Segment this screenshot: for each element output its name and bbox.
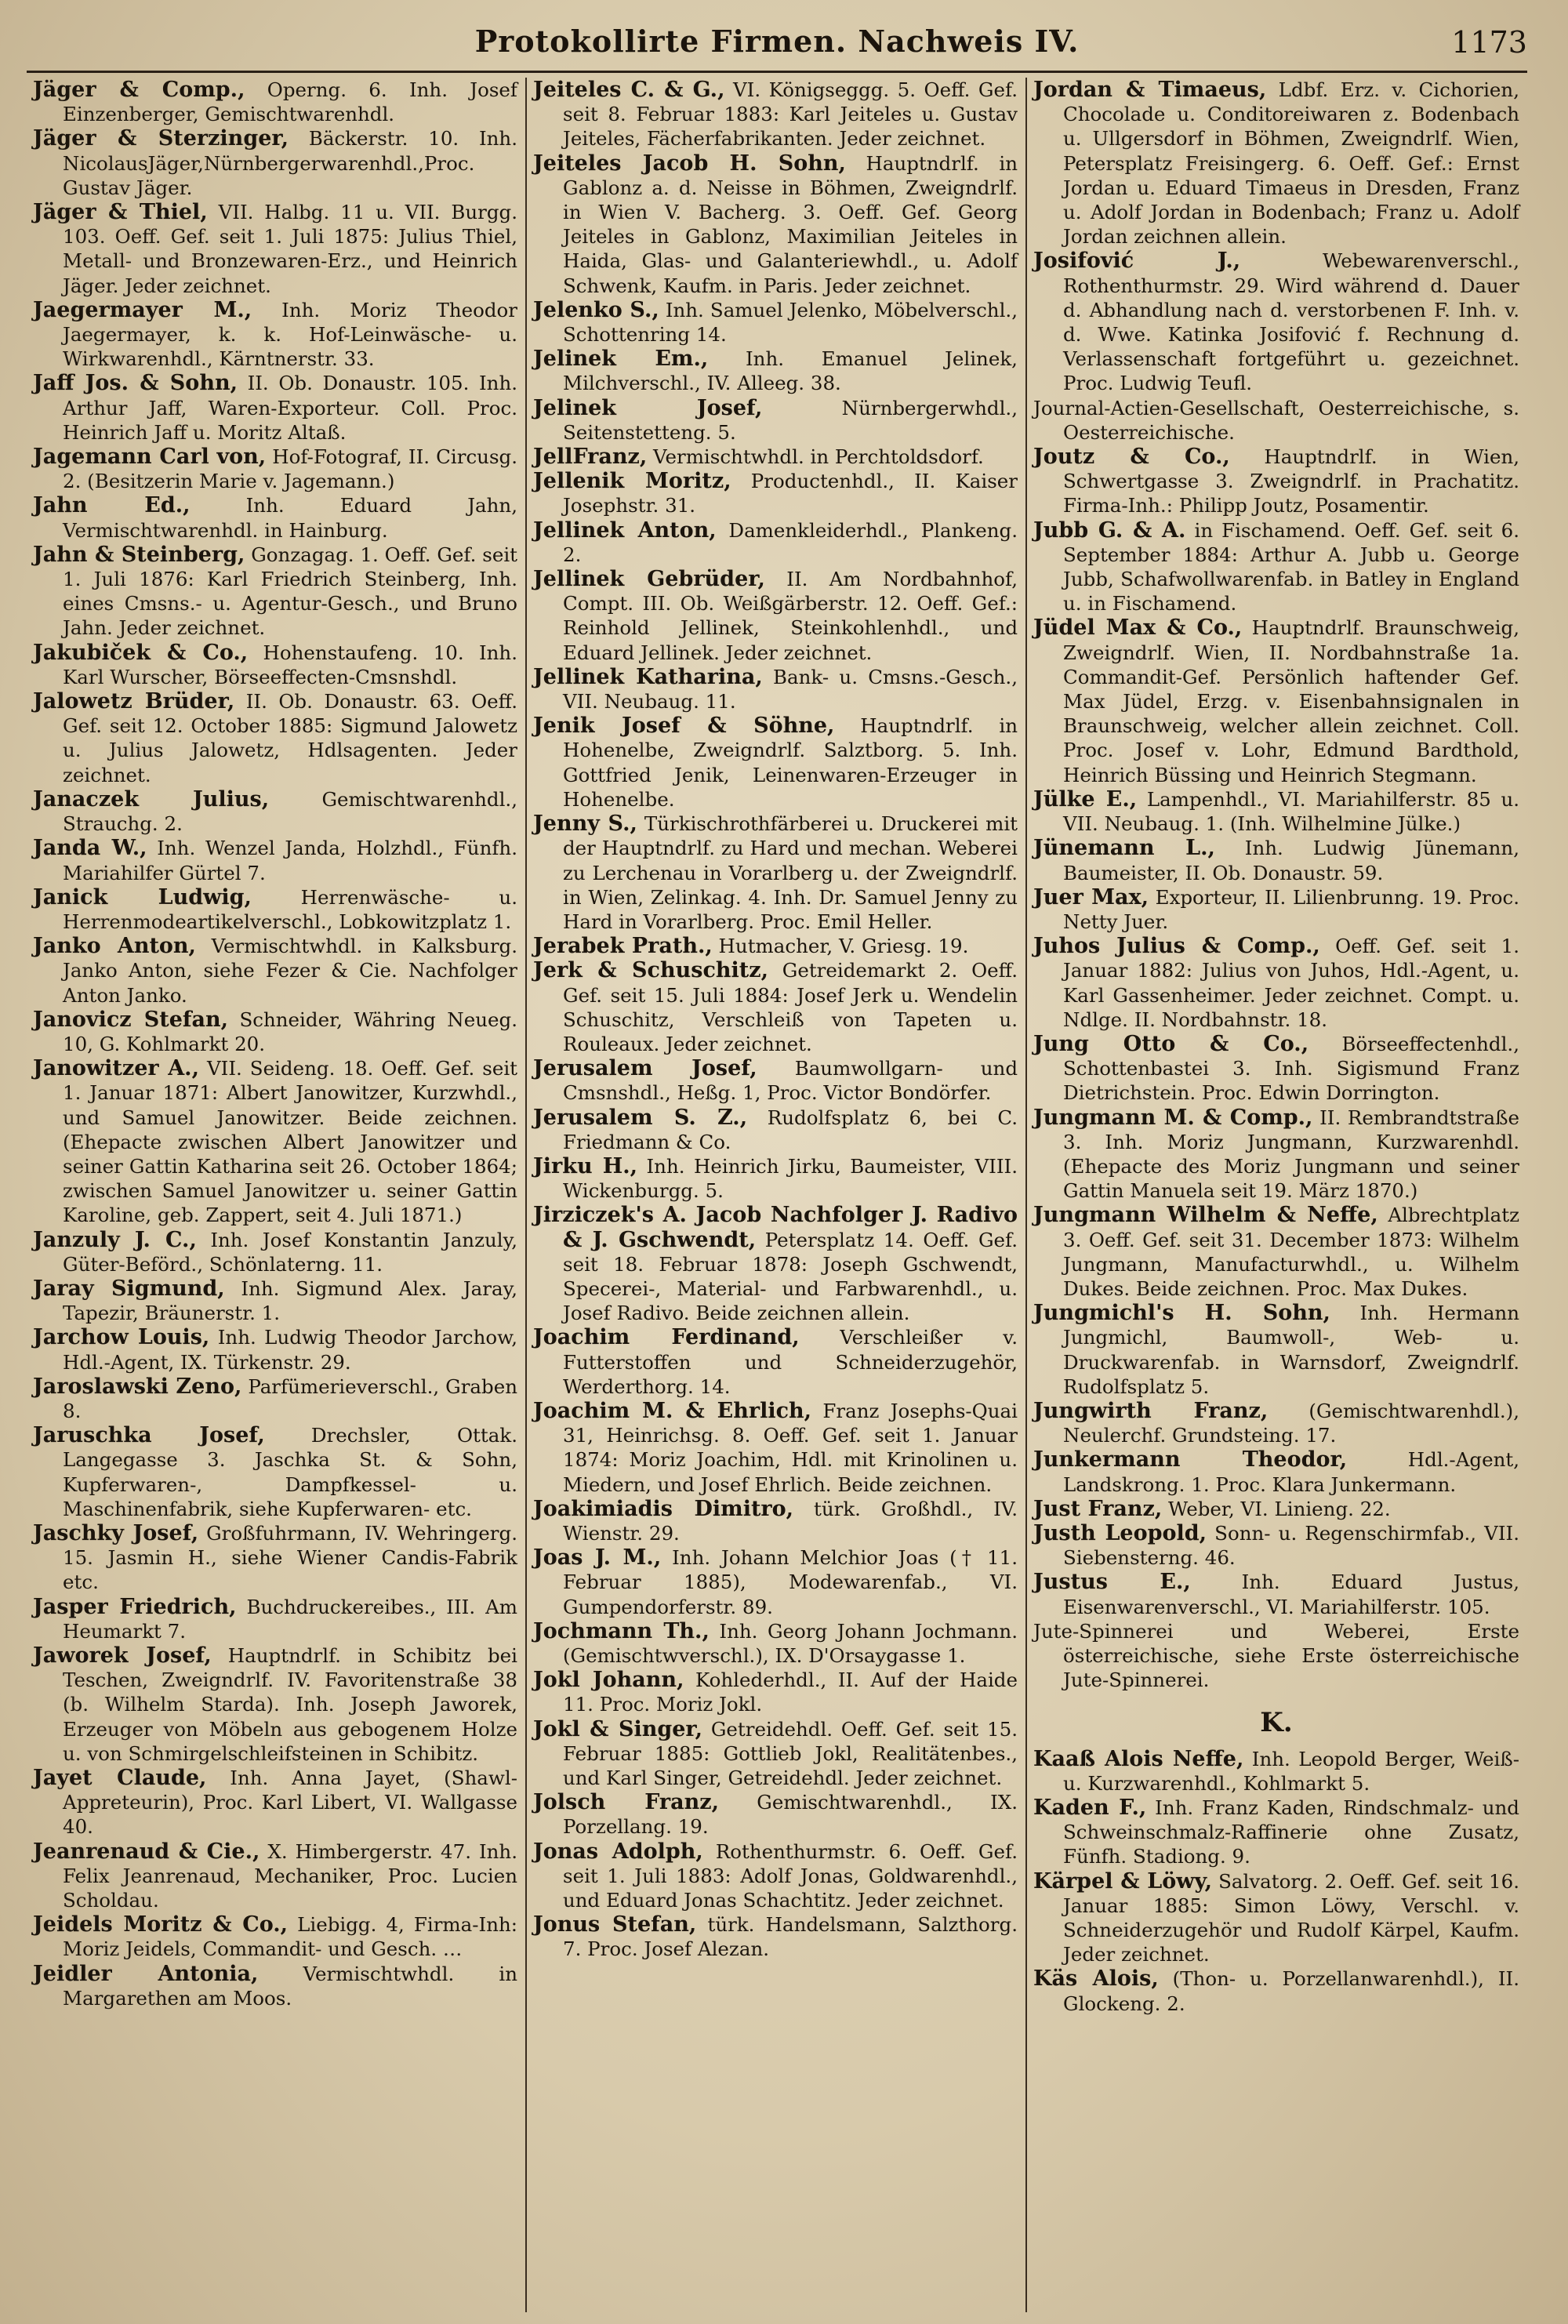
firm-name: Jokl & Singer, <box>533 1716 703 1741</box>
firm-details: Rothenthurmstr. 6. Oeff. Gef. seit 1. Juli 1883: Adolf Jonas, Goldwarenhdl., und Eduard Jonas Schachtitz. Jeder zeichnet. <box>563 1839 1018 1912</box>
firm-details: Gemischtwarenhdl., IX. Porzellang. 19. <box>563 1791 1018 1839</box>
firm-details: Hdl.-Agent, Landskrong. 1. Proc. Klara Junkermann. <box>1063 1448 1520 1496</box>
firm-entry <box>1033 1570 1519 1618</box>
firm-details: Inh. Samuel Jelenko, Möbelverschl., Schottenring 14. <box>563 298 1018 347</box>
firm-details: Inh. Heinrich Jirku, Baumeister, VIII. Wickenburgg. 5. <box>563 1154 1018 1203</box>
firm-details: Inh. Emanuel Jelinek, Milchverschl., IV. Alleeg. 38. <box>563 347 1018 395</box>
firm-name: Jelinek Em., <box>533 347 709 372</box>
firm-details: Inh. Ludwig Jünemann, Baumeister, II. Ob. Donaustr. 59. <box>1063 837 1519 884</box>
firm-entry <box>533 812 1018 934</box>
firm-name: Jellinek Anton, <box>533 517 717 543</box>
firm-name: Jungmann Wilhelm & Neffe, <box>1033 1203 1378 1228</box>
firm-name: Jahn & Steinberg, <box>33 542 245 567</box>
firm-entry <box>533 1497 1018 1545</box>
firm-name: Joas J. M., <box>533 1545 662 1571</box>
firm-entry <box>33 1521 517 1595</box>
firm-name: Jelinek Josef, <box>533 395 763 420</box>
firm-entry <box>533 518 1018 567</box>
firm-name: Janowitzer A., <box>33 1056 199 1081</box>
firm-name: Jenik Josef & Söhne, <box>533 714 835 739</box>
firm-entry <box>1033 1796 1519 1869</box>
firm-entry <box>1033 836 1519 884</box>
firm-name: Jagemann Carl von, <box>33 445 267 470</box>
firm-name: Jellinek Gebrüder, <box>533 567 765 592</box>
firm-details: Hutmacher, V. Griesg. 19. <box>712 935 969 958</box>
firm-name: Joachim Ferdinand, <box>533 1325 800 1350</box>
firm-entry <box>1033 1497 1519 1521</box>
firm-name: Jelenko S., <box>533 297 659 322</box>
firm-details: Inh. Hermann Jungmichl, Baumwoll-, Web- u. Druckwarenfab. in Warnsdorf, Zweigndrlf. Rudolfsplatz 5. <box>1063 1302 1519 1398</box>
firm-entry <box>33 1766 517 1839</box>
firm-entry <box>33 885 517 934</box>
firm-details: VI. Königseggg. 5. Oeff. Gef. seit 8. Februar 1883: Karl Jeiteles u. Gustav Jeiteles, Fächerfabrikanten. Jeder zeichnet. <box>563 78 1018 151</box>
firm-entry <box>33 1839 517 1913</box>
firm-entry <box>33 493 517 542</box>
firm-details: (Gemischtwarenhdl.), Neulerchf. Grundsteing. 17. <box>1063 1399 1520 1447</box>
firm-name: Jungwirth Franz, <box>1033 1398 1269 1423</box>
firm-details: Vermischtwhdl. in Perchtoldsdorf. <box>647 445 984 469</box>
firm-entry <box>1033 1399 1519 1447</box>
firm-name: Jülke E., <box>1033 786 1138 812</box>
firm-entry <box>33 1423 517 1521</box>
firm-entry <box>533 1325 1018 1399</box>
firm-entry <box>33 689 517 787</box>
firm-details: Vermischtwhdl. in Kalksburg. Janko Anton, siehe Fezer & Cie. Nachfolger Anton Janko. <box>63 935 517 1007</box>
firm-details: Türkischrothfärberei u. Druckerei mit der Hauptndrlf. zu Hard und mechan. Weberei zu Lerchenau in Vorarlberg u. der Zweigndrlf. in Wien, Zelinkag. 4. Inh. Dr. Samuel Jenny zu Hard in Vorarlberg. Proc. Emil Heller. <box>563 812 1018 933</box>
firm-details: Börseeffectenhdl., Schottenbastei 3. Inh. Sigismund Franz Dietrichstein. Proc. Edwin Dorrington. <box>1063 1032 1519 1105</box>
firm-entry <box>33 1643 517 1766</box>
firm-details: Jute-Spinnerei und Weberei, Erste österreichische, siehe Erste österreichische Jute-Spinnerei. <box>1033 1619 1519 1692</box>
firm-entry <box>33 126 517 200</box>
firm-details: Hauptndrlf. in Schibitz bei Teschen, Zweigndrlf. IV. Favoritenstraße 38 (b. Wilhelm Starda). Inh. Joseph Jaworek, Erzeuger von Möbeln aus gebogenem Holze u. von Schmirgelschleifsteinen in Schibitz. <box>63 1644 517 1765</box>
firm-entry <box>1033 1106 1519 1204</box>
firm-entry <box>1033 1966 1519 2015</box>
firm-name: Jungmann M. & Comp., <box>1033 1105 1313 1130</box>
firm-entry <box>33 298 517 372</box>
firm-name: Jaroslawski Zeno, <box>33 1374 242 1399</box>
firm-details: Sonn- u. Regenschirmfab., VII. Siebensterng. 46. <box>1063 1521 1520 1570</box>
firm-details: Inh. Johann Melchior Joas († 11. Februar 1885), Modewarenfab., VI. Gumpendorferstr. 89. <box>563 1546 1018 1618</box>
firm-entry <box>1033 518 1519 616</box>
firm-name: Jaruschka Josef, <box>33 1423 265 1448</box>
firm-name: Jerusalem S. Z., <box>533 1105 748 1130</box>
firm-name: Jahn Ed., <box>33 493 191 518</box>
firm-entry <box>533 1668 1018 1716</box>
firm-name: Jaschky Josef, <box>33 1520 199 1545</box>
page-title: Protokollirte Firmen. Nachweis IV. <box>474 24 1080 59</box>
firm-entry <box>1033 1301 1519 1399</box>
directory-columns <box>27 78 1527 2312</box>
firm-details: VII. Seideng. 18. Oeff. Gef. seit 1. Januar 1871: Albert Janowitzer, Kurzwhdl., und Samuel Janowitzer. Beide zeichnen. (Ehepacte zwischen Albert Janowitzer und seiner Gattin Katharina seit 26. October 1864; zwischen Samuel Janowitzer u. seiner Gattin Karoline, geb. Zappert, seit 4. Juli 1871.) <box>63 1057 518 1227</box>
firm-details: Gemischtwarenhdl., Strauchg. 2. <box>63 787 517 836</box>
firm-name: Jaray Sigmund, <box>33 1276 225 1301</box>
firm-details: Albrechtplatz 3. Oeff. Gef. seit 31. December 1873: Wilhelm Jungmann, Manufacturwhdl., u. Wilhelm Dukes. Beide zeichnen. Proc. Max Dukes. <box>1063 1204 1519 1300</box>
firm-entry <box>533 665 1018 714</box>
firm-details: Productenhdl., II. Kaiser Josephstr. 31. <box>563 470 1018 517</box>
firm-name: Jaegermayer M., <box>33 297 252 322</box>
firm-name: Justus E., <box>1033 1570 1191 1595</box>
firm-details: Hauptndrlf. in Wien, Schwertgasse 3. Zweigndrlf. in Prachatitz. Firma-Inh.: Philipp Joutz, Posamentir. <box>1063 445 1520 517</box>
firm-entry <box>33 445 517 493</box>
firm-entry <box>1033 445 1519 518</box>
firm-name: JellFranz, <box>533 445 648 470</box>
firm-entry <box>533 958 1018 1056</box>
column-middle <box>527 78 1027 2312</box>
firm-entry <box>533 1912 1018 1961</box>
firm-details: Journal-Actien-Gesellschaft, Oesterreichische, s. Oesterreichische. <box>1033 396 1519 444</box>
firm-name: Janko Anton, <box>33 934 196 959</box>
firm-details: Inh. Ludwig Theodor Jarchow, Hdl.-Agent, IX. Türkenstr. 29. <box>63 1326 517 1374</box>
firm-entry <box>33 200 517 298</box>
firm-details: Liebigg. 4, Firma-Inh: Moriz Jeidels, Commandit- und Gesch. … <box>63 1913 518 1961</box>
firm-entry <box>533 1545 1018 1619</box>
firm-name: Jäger & Sterzinger, <box>33 126 289 151</box>
firm-name: Juer Max, <box>1033 884 1149 910</box>
firm-details: II. Rembrandtstraße 3. Inh. Moriz Jungmann, Kurzwarenhdl. (Ehepacte des Moriz Jungmann und seiner Gattin Manuela seit 19. März 1870.) <box>1063 1106 1519 1203</box>
firm-name: Jeiteles C. & G., <box>533 78 725 102</box>
firm-details: Verschleißer v. Futterstoffen und Schneiderzugehör, Werderthorg. 14. <box>563 1326 1018 1398</box>
firm-entry <box>1033 1032 1519 1106</box>
firm-entry <box>533 567 1018 665</box>
firm-name: Jarchow Louis, <box>33 1325 210 1350</box>
firm-name: Jonus Stefan, <box>533 1912 697 1937</box>
firm-details: Franz Josephs-Quai 31, Heinrichsg. 8. Oeff. Gef. seit 1. Januar 1874: Moriz Joachim, Hdl. mit Krinolinen u. Miedern, und Josef Ehrlich. Beide zeichnen. <box>563 1399 1018 1496</box>
firm-details: Getreidemarkt 2. Oeff. Gef. seit 15. Juli 1884: Josef Jerk u. Wendelin Schuschitz, Verschleiß von Tapeten u. Rouleaux. Jeder zeichnet. <box>563 959 1018 1055</box>
firm-name: Jung Otto & Co., <box>1033 1031 1309 1056</box>
firm-entry <box>33 787 517 836</box>
firm-entry <box>533 298 1018 347</box>
firm-entry <box>33 1008 517 1056</box>
firm-name: Jirziczek's A. Jacob Nachfolger J. Radivo & J. Gschwendt, <box>533 1203 1018 1252</box>
firm-name: Jerusalem Josef, <box>533 1056 757 1081</box>
firm-details: Inh. Sigmund Alex. Jaray, Tapezir, Bräunerstr. 1. <box>63 1276 517 1325</box>
firm-details: Großfuhrmann, IV. Wehringerg. 15. Jasmin H., siehe Wiener Candis-Fabrik etc. <box>63 1521 517 1594</box>
firm-details: Inh. Anna Jayet, (Shawl-Appreteurin), Proc. Karl Libert, VI. Wallgasse 40. <box>63 1767 517 1839</box>
firm-details: Petersplatz 14. Oeff. Gef. seit 18. Februar 1878: Joseph Gschwendt, Specerei-, Material- und Farbwarenhdl., u. Josef Radivo. Beide zeichnen allein. <box>563 1228 1018 1325</box>
firm-details: Vermischtwhdl. in Margarethen am Moos. <box>63 1962 518 2010</box>
firm-details: Kohlederhdl., II. Auf der Haide 11. Proc. Moriz Jokl. <box>563 1669 1018 1716</box>
firm-entry <box>1033 885 1519 934</box>
firm-name: Jasper Friedrich, <box>33 1594 237 1619</box>
firm-entry <box>33 836 517 884</box>
firm-entry <box>33 1912 517 1961</box>
firm-name: Kaaß Alois Neffe, <box>1033 1746 1244 1771</box>
firm-entry <box>33 1056 517 1227</box>
firm-name: Jalowetz Brüder, <box>33 689 235 714</box>
firm-entry <box>533 347 1018 395</box>
firm-entry <box>1033 1619 1519 1693</box>
firm-name: Jonas Adolph, <box>533 1839 703 1864</box>
firm-name: Kärpel & Löwy, <box>1033 1868 1213 1894</box>
firm-entry <box>533 1203 1018 1325</box>
firm-details: Ldbf. Erz. v. Cichorien, Chocolade u. Conditoreiwaren z. Bodenbach u. Ullgersdorf in Böhmen, Zweigndrlf. Wien, Petersplatz Freisingerg. 6. Oeff. Gef.: Ernst Jordan u. Eduard Timaeus in Dresden, Franz u. Adolf Jordan in Bodenbach; Franz u. Adolf Jordan zeichnen allein. <box>1063 78 1519 249</box>
firm-name: Jirku H., <box>533 1153 638 1178</box>
firm-entry <box>33 934 517 1008</box>
firm-name: Janovicz Stefan, <box>33 1007 229 1032</box>
firm-details: II. Ob. Donaustr. 63. Oeff. Gef. seit 12. October 1885: Sigmund Jalowetz u. Julius Jalowetz, Hdlsagenten. Jeder zeichnet. <box>63 690 517 786</box>
firm-entry <box>1033 1203 1519 1301</box>
firm-entry <box>1033 1747 1519 1796</box>
firm-details: Getreidehdl. Oeff. Gef. seit 15. Februar 1885: Gottlieb Jokl, Realitätenbes., und Karl Singer, Getreidehdl. Jeder zeichnet. <box>563 1717 1018 1790</box>
firm-entry <box>1033 1869 1519 1967</box>
firm-name: Jakubiček & Co., <box>33 640 249 665</box>
firm-name: Jokl Johann, <box>533 1668 684 1693</box>
firm-name: Jungmichl's H. Sohn, <box>1033 1301 1330 1326</box>
firm-details: Damenkleiderhdl., Plankeng. 2. <box>563 518 1018 566</box>
firm-details: Baumwollgarn- und Cmsnshdl., Heßg. 1, Proc. Victor Bondörfer. <box>563 1057 1018 1105</box>
firm-details: Inh. Moriz Theodor Jaegermayer, k. k. Hof-Leinwäsche- u. Wirkwarenhdl., Kärntnerstr. 33. <box>63 298 517 371</box>
firm-name: Jellenik Moritz, <box>533 469 731 494</box>
firm-entry <box>33 1276 517 1325</box>
firm-entry <box>33 1228 517 1276</box>
firm-entry <box>1033 934 1519 1032</box>
firm-name: Jaff Jos. & Sohn, <box>33 371 238 396</box>
firm-details: Gonzagag. 1. Oeff. Gef. seit 1. Juli 1876: Karl Friedrich Steinberg, Inh. eines Cmsns.- u. Agentur-Gesch., und Bruno Jahn. Jeder zeichnet. <box>63 543 517 640</box>
firm-details: Inh. Wenzel Janda, Holzhdl., Fünfh. Mariahilfer Gürtel 7. <box>63 837 517 884</box>
firm-details: Oeff. Gef. seit 1. Januar 1882: Julius von Juhos, Hdl.-Agent, u. Karl Gassenheimer. Jeder zeichnet. Compt. u. Ndlge. II. Nordbahnstr. 18. <box>1063 935 1519 1031</box>
firm-entry <box>1033 787 1519 836</box>
firm-details: Weber, VI. Linieng. 22. <box>1162 1497 1391 1520</box>
firm-details: Herrenwäsche- u. Herrenmodeartikelverschl., Lobkowitzplatz 1. <box>63 885 517 933</box>
firm-details: II. Am Nordbahnhof, Compt. III. Ob. Weißgärberstr. 12. Oeff. Gef.: Reinhold Jellinek, Steinkohlenhdl., und Eduard Jellinek. Jeder zeichnet. <box>563 568 1018 664</box>
firm-name: Joachim M. & Ehrlich, <box>533 1398 812 1423</box>
firm-details: türk. Handelsmann, Salzthorg. 7. Proc. Josef Alezan. <box>563 1913 1018 1961</box>
firm-details: Rudolfsplatz 6, bei C. Friedmann & Co. <box>563 1106 1018 1153</box>
firm-details: Inh. Leopold Berger, Weiß- u. Kurzwarenhdl., Kohlmarkt 5. <box>1063 1747 1519 1795</box>
firm-details: türk. Großhdl., IV. Wienstr. 29. <box>563 1497 1018 1545</box>
firm-entry <box>33 1325 517 1374</box>
firm-entry <box>533 396 1018 445</box>
firm-details: Hauptndrlf. in Hohenelbe, Zweigndrlf. Salztborg. 5. Inh. Gottfried Jenik, Leinenwaren-Erzeuger in Hohenelbe. <box>563 714 1018 811</box>
firm-details: Lampenhdl., VI. Mariahilferstr. 85 u. VII. Neubaug. 1. (Inh. Wilhelmine Jülke.) <box>1063 787 1520 836</box>
firm-entry <box>533 1717 1018 1791</box>
firm-details: VII. Halbg. 11 u. VII. Burgg. 103. Oeff. Gef. seit 1. Juli 1875: Julius Thiel, Metall- und Bronzewaren-Erz., und Heinrich Jäger. Jeder zeichnet. <box>63 201 517 297</box>
firm-entry <box>533 151 1018 298</box>
firm-entry <box>33 641 517 689</box>
firm-details: Drechsler, Ottak. Langegasse 3. Jaschka St. & Sohn, Kupferwaren-, Dampfkessel- u. Maschinenfabrik, siehe Kupferwaren- etc. <box>63 1424 517 1520</box>
firm-name: Juhos Julius & Comp., <box>1033 934 1320 959</box>
firm-name: Janick Ludwig, <box>33 884 252 910</box>
firm-name: Junkermann Theodor, <box>1033 1447 1348 1472</box>
firm-name: Jünemann L., <box>1033 836 1215 861</box>
firm-details: Buchdruckereibes., III. Am Heumarkt 7. <box>63 1595 517 1643</box>
firm-entry <box>533 1106 1018 1154</box>
firm-entry <box>1033 615 1519 786</box>
firm-details: Bank- u. Cmsns.-Gesch., VII. Neubaug. 11. <box>563 665 1018 714</box>
firm-details: Schneider, Währing Neueg. 10, G. Kohlmarkt 20. <box>63 1008 517 1055</box>
firm-name: Jordan & Timaeus, <box>1033 78 1267 102</box>
firm-details: X. Himbergerstr. 47. Inh. Felix Jeanrenaud, Mechaniker, Proc. Lucien Scholdau. <box>63 1839 517 1912</box>
firm-details: Hof-Fotograf, II. Circusg. 2. (Besitzerin Marie v. Jagemann.) <box>63 445 517 493</box>
page-number: 1173 <box>1451 25 1527 60</box>
firm-name: Jayet Claude, <box>33 1766 207 1791</box>
firm-name: Käs Alois, <box>1033 1966 1159 1992</box>
firm-name: Jolsch Franz, <box>533 1790 719 1815</box>
firm-details: Parfümerieverschl., Graben 8. <box>63 1374 517 1422</box>
firm-name: Jochmann Th., <box>533 1618 710 1643</box>
firm-name: Janzuly J. C., <box>33 1227 197 1252</box>
firm-entry <box>1033 1447 1519 1496</box>
firm-details: Inh. Josef Konstantin Janzuly, Güter-Beförd., Schönlaterng. 11. <box>63 1228 517 1276</box>
firm-name: Jeidels Moritz & Co., <box>33 1912 289 1937</box>
firm-entry <box>1033 78 1519 249</box>
firm-details: Hohenstaufeng. 10. Inh. Karl Wurscher, Börseeffecten-Cmsnshdl. <box>63 641 517 688</box>
firm-entry <box>33 1595 517 1643</box>
firm-name: Jerk & Schuschitz, <box>533 958 768 983</box>
firm-details: (Thon- u. Porzellanwarenhdl.), II. Glockeng. 2. <box>1063 1967 1519 2015</box>
column-left <box>27 78 527 2312</box>
firm-name: Jubb G. & A. <box>1033 517 1186 543</box>
firm-name: Justh Leopold, <box>1033 1520 1207 1545</box>
firm-details: Bäckerstr. 10. Inh. NicolausJäger,Nürnbergerwarenhdl.,Proc. Gustav Jäger. <box>63 127 518 199</box>
firm-name: Jeanrenaud & Cie., <box>33 1839 260 1864</box>
firm-details: Hauptndrlf. in Gablonz a. d. Neisse in Böhmen, Zweigndrlf. in Wien V. Bacherg. 3. Oeff. Gef. Georg Jeiteles in Gablonz, Maximilian Jeiteles in Haida, Glas- und Galanteriewhdl., u. Adolf Schwenk, Kaufm. in Paris. Jeder zeichnet. <box>563 151 1018 297</box>
firm-details: Salvatorg. 2. Oeff. Gef. seit 16. Januar 1885: Simon Löwy, Verschl. v. Schneiderzugehör und Rudolf Kärpel, Kaufm. Jeder zeichnet. <box>1063 1869 1520 1966</box>
firm-details: Inh. Eduard Justus, Eisenwarenverschl., VI. Mariahilferstr. 105. <box>1063 1571 1519 1618</box>
firm-entry <box>1033 249 1519 395</box>
firm-details: Nürnbergerwhdl., Seitenstetteng. 5. <box>563 396 1018 444</box>
firm-name: Jeidler Antonia, <box>33 1961 259 1986</box>
firm-entry <box>1033 1521 1519 1570</box>
firm-entry <box>33 1962 517 2010</box>
firm-name: Jellinek Katharina, <box>533 664 763 689</box>
firm-entry <box>533 1619 1018 1668</box>
firm-name: Jeiteles Jacob H. Sohn, <box>533 151 846 176</box>
firm-entry <box>33 1374 517 1423</box>
firm-entry <box>533 1056 1018 1105</box>
firm-name: Joutz & Co., <box>1033 445 1230 470</box>
firm-name: Jerabek Prath., <box>533 934 713 959</box>
firm-name: Jaworek Josef, <box>33 1643 212 1668</box>
firm-name: Just Franz, <box>1033 1496 1163 1521</box>
firm-entry <box>533 445 1018 469</box>
firm-entry <box>533 714 1018 812</box>
firm-name: Janda W., <box>33 836 147 861</box>
firm-entry <box>533 1839 1018 1913</box>
firm-entry <box>33 371 517 445</box>
column-right <box>1027 78 1527 2312</box>
firm-entry <box>533 934 1018 958</box>
firm-name: Joakimiadis Dimitro, <box>533 1496 794 1521</box>
firm-entry <box>533 1790 1018 1839</box>
firm-name: Jüdel Max & Co., <box>1033 615 1243 641</box>
firm-name: Jäger & Comp., <box>33 78 245 102</box>
firm-details: Hauptndrlf. Braunschweig, Zweigndrlf. Wien, II. Nordbahnstraße 1a. Commandit-Gef. Persönlich haftender Gef. Max Jüdel, Erzg. v. Eisenbahnsignalen in Braunschweig, welcher allein zeichnet. Coll. Proc. Josef v. Lohr, Edmund Bardthold, Heinrich Büssing und Heinrich Stegmann. <box>1063 616 1519 786</box>
firm-details: Inh. Franz Kaden, Rindschmalz- und Schweinschmalz-Raffinerie ohne Zusatz, Fünfh. Stadiong. 9. <box>1063 1796 1519 1868</box>
firm-details: Webewarenverschl., Rothenthurmstr. 29. Wird während d. Dauer d. Abhandlung nach d. verstorbenen F. Inh. v. d. Wwe. Katinka Josifović f. Rechnung d. Verlassenschaft fortgeführt u. gezeichnet. Proc. Ludwig Teufl. <box>1063 249 1519 395</box>
firm-details: II. Ob. Donaustr. 105. Inh. Arthur Jaff, Waren-Exporteur. Coll. Proc. Heinrich Jaff u. Moritz Altaß. <box>63 372 518 444</box>
firm-details: Exporteur, II. Lilienbrunng. 19. Proc. Netty Juer. <box>1063 885 1519 933</box>
firm-entry <box>533 1399 1018 1497</box>
firm-details: Inh. Georg Johann Jochmann. (Gemischtwverschl.), IX. D'Orsaygasse 1. <box>563 1619 1018 1667</box>
firm-entry <box>1033 396 1519 445</box>
section-letter: K. <box>1260 1707 1293 1739</box>
firm-details: in Fischamend. Oeff. Gef. seit 6. September 1884: Arthur A. Jubb u. George Jubb, Schafwollwarenfab. in Batley in England u. in Fischamend. <box>1063 518 1519 615</box>
firm-details: Inh. Eduard Jahn, Vermischtwarenhdl. in Hainburg. <box>63 494 517 542</box>
firm-entry <box>33 543 517 641</box>
firm-entry <box>533 1154 1018 1203</box>
firm-name: Kaden F., <box>1033 1796 1147 1821</box>
firm-entry <box>533 469 1018 517</box>
page-header <box>27 22 1527 73</box>
firm-name: Jäger & Thiel, <box>33 200 208 225</box>
firm-name: Josifović J., <box>1033 249 1241 274</box>
firm-entry <box>33 78 517 126</box>
firm-details: Operng. 6. Inh. Josef Einzenberger, Gemischtwarenhdl. <box>63 78 517 126</box>
firm-name: Jenny S., <box>533 812 637 837</box>
firm-name: Janaczek Julius, <box>33 786 270 812</box>
firm-entry <box>533 78 1018 151</box>
